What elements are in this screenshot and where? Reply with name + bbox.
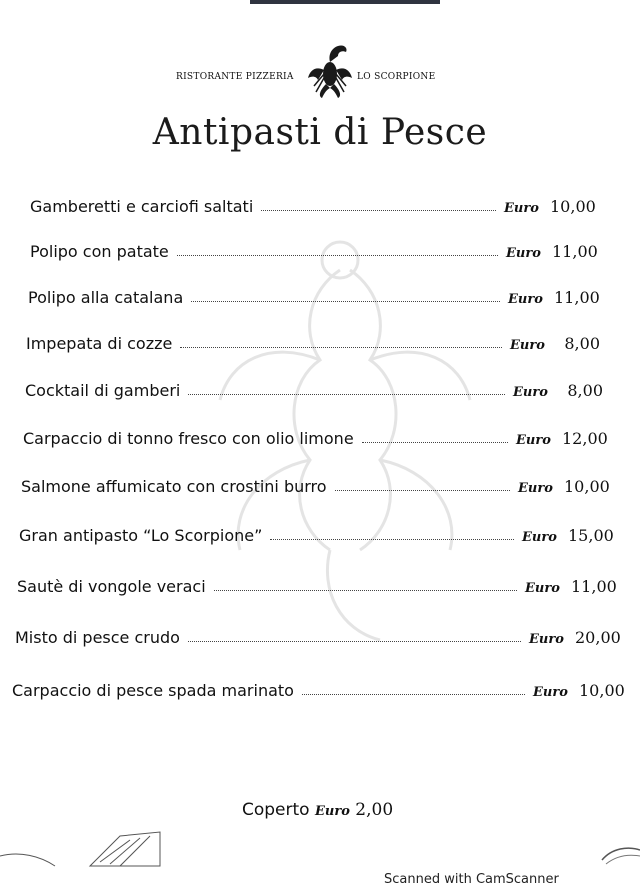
menu-item-currency: Euro <box>508 292 543 307</box>
menu-item-price: 11,00 <box>571 577 617 596</box>
scan-top-edge <box>250 0 440 4</box>
menu-item-row <box>15 617 619 647</box>
menu-item-currency: Euro <box>510 338 545 353</box>
menu-item-currency: Euro <box>516 433 551 448</box>
dotted-leader <box>188 393 505 395</box>
menu-item-name: Cocktail di gamberi <box>25 381 181 400</box>
dotted-leader <box>270 538 514 540</box>
dotted-leader <box>214 589 517 591</box>
dotted-leader <box>362 441 508 443</box>
menu-item-price: 11,00 <box>554 288 600 307</box>
coperto-line <box>242 800 393 820</box>
menu-item-name: Misto di pesce crudo <box>15 628 180 647</box>
menu-item-price: 10,00 <box>579 681 625 700</box>
menu-item-row <box>23 418 606 448</box>
menu-item-row <box>25 370 603 400</box>
menu-item-currency: Euro <box>522 530 557 545</box>
scorpion-icon <box>302 40 358 100</box>
menu-item-row <box>30 231 596 261</box>
menu-item-currency: Euro <box>504 201 539 216</box>
menu-item-name: Carpaccio di tonno fresco con olio limone <box>23 429 354 448</box>
menu-item-currency: Euro <box>529 632 564 647</box>
dotted-leader <box>261 209 496 211</box>
menu-title: Antipasti di Pesce <box>152 112 488 153</box>
menu-item-price: 20,00 <box>575 628 621 647</box>
sketch-decoration-icon <box>598 840 640 870</box>
menu-item-row <box>17 566 615 596</box>
menu-item-currency: Euro <box>525 581 560 596</box>
dotted-leader <box>180 346 502 348</box>
menu-item-name: Impepata di cozze <box>26 334 173 353</box>
menu-item-price: 15,00 <box>568 526 614 545</box>
menu-item-currency: Euro <box>513 385 548 400</box>
menu-item-row <box>26 323 600 353</box>
menu-item-price: 10,00 <box>564 477 610 496</box>
menu-item-name: Gran antipasto “Lo Scorpione” <box>19 526 263 545</box>
menu-item-name: Sautè di vongole veraci <box>17 577 206 596</box>
menu-item-row <box>28 277 598 307</box>
menu-item-name: Gamberetti e carciofi saltati <box>30 197 254 216</box>
scanner-watermark-text: Scanned with CamScanner <box>384 872 559 887</box>
menu-item-name: Salmone affumicato con crostini burro <box>21 477 327 496</box>
menu-item-currency: Euro <box>506 246 541 261</box>
menu-item-price: 12,00 <box>562 429 608 448</box>
sketch-decoration-icon <box>0 826 170 872</box>
menu-item-price: 10,00 <box>550 197 596 216</box>
coperto-label: Coperto <box>242 800 310 820</box>
menu-item-price: 11,00 <box>552 242 598 261</box>
dotted-leader <box>188 640 521 642</box>
menu-item-row <box>12 670 623 700</box>
menu-item-row <box>21 466 608 496</box>
menu-item-row <box>30 186 594 216</box>
menu-item-currency: Euro <box>533 685 568 700</box>
dotted-leader <box>177 254 498 256</box>
dotted-leader <box>191 300 500 302</box>
menu-item-price: 8,00 <box>564 334 600 353</box>
menu-item-currency: Euro <box>518 481 553 496</box>
menu-item-name: Carpaccio di pesce spada marinato <box>12 681 294 700</box>
coperto-price: 2,00 <box>355 800 394 820</box>
coperto-currency: Euro <box>314 804 350 819</box>
header-right-text: LO SCORPIONE <box>357 72 436 82</box>
menu-item-name: Polipo con patate <box>30 242 169 261</box>
menu-item-name: Polipo alla catalana <box>28 288 184 307</box>
restaurant-header <box>0 40 640 100</box>
dotted-leader <box>335 489 510 491</box>
dotted-leader <box>302 693 525 695</box>
menu-item-price: 8,00 <box>567 381 603 400</box>
header-left-text: RISTORANTE PIZZERIA <box>176 72 294 82</box>
menu-item-row <box>19 515 612 545</box>
